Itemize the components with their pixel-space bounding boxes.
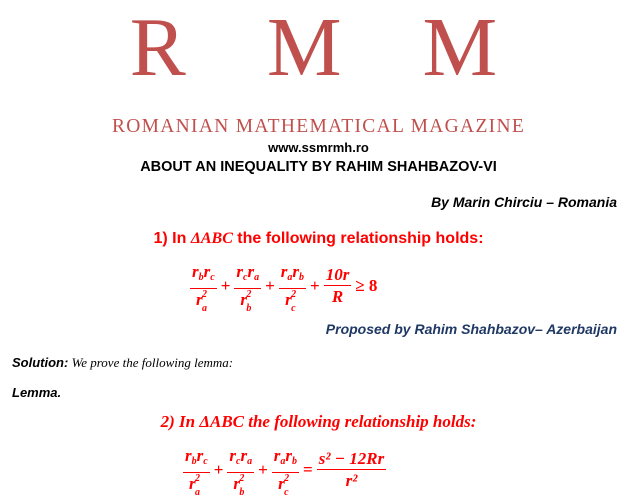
- statement-1-triangle: ΔABC: [190, 230, 233, 247]
- fraction-rarb: $r_ar_b$ r 2 c: [280, 262, 305, 314]
- fraction2-rhs-num: s² − 12Rr: [318, 449, 385, 468]
- logo-letter-m2: M: [422, 1, 528, 94]
- fraction-10r-den: R: [331, 287, 344, 306]
- fraction2-rcra: $r_cr_a$ r 2 b: [229, 446, 253, 498]
- inequality-1: $r_br_c$ r 2 a + $r_cr_a$ r 2 b + $r_ar_b$ r 2 c + $\frac{10r}{R}$ ≥ 8: [192, 262, 378, 314]
- fraction-rbrc: $r_br_c$ r 2 a: [192, 262, 215, 314]
- solution-label: Solution:: [12, 355, 69, 370]
- logo-letter-m1: M: [266, 1, 372, 94]
- inequality-1-rhs: ≥ 8: [355, 275, 378, 295]
- proposed-by: Proposed by Rahim Shahbazov– Azerbaijan: [325, 321, 617, 337]
- logo-letter-r: R: [129, 1, 216, 94]
- fraction2-rbrc: $r_br_c$ r 2 a: [185, 446, 208, 498]
- fraction-10r-over-r: [324, 265, 352, 306]
- article-title: ABOUT AN INEQUALITY BY RAHIM SHAHBAZOV-VI: [140, 159, 497, 175]
- fraction2-rhs-den: r²: [345, 471, 358, 490]
- statement-1-suffix: the following relationship holds:: [232, 230, 484, 247]
- solution-text: We prove the following lemma:: [68, 355, 234, 370]
- fraction-rcra: $r_cr_a$ r 2 b: [236, 262, 260, 314]
- identity-2: $r_br_c$ r 2 a + $r_cr_a$ r 2 b + $r_ar_b$ r 2 c = $\frac{\text{s² − 12Rr}}{\text{r²}}$: [185, 446, 385, 498]
- lemma-label: Lemma.: [12, 385, 62, 400]
- statement-1: [0, 230, 637, 248]
- fraction2-rhs: [317, 449, 386, 490]
- solution-line: [12, 355, 233, 371]
- statement-2: 2) In ΔABC the following relationship holds:: [160, 412, 477, 431]
- website-link[interactable]: www.ssmrmh.ro: [268, 140, 369, 155]
- magazine-name: ROMANIAN MATHEMATICAL MAGAZINE: [111, 116, 526, 137]
- rmm-logo: [0, 2, 637, 94]
- fraction2-rarb: $r_ar_b$ r 2 c: [273, 446, 298, 498]
- author-line: By Marin Chirciu – Romania: [431, 194, 617, 210]
- statement-1-prefix: 1) In: [153, 230, 191, 247]
- fraction-10r-num: 10r: [325, 265, 350, 284]
